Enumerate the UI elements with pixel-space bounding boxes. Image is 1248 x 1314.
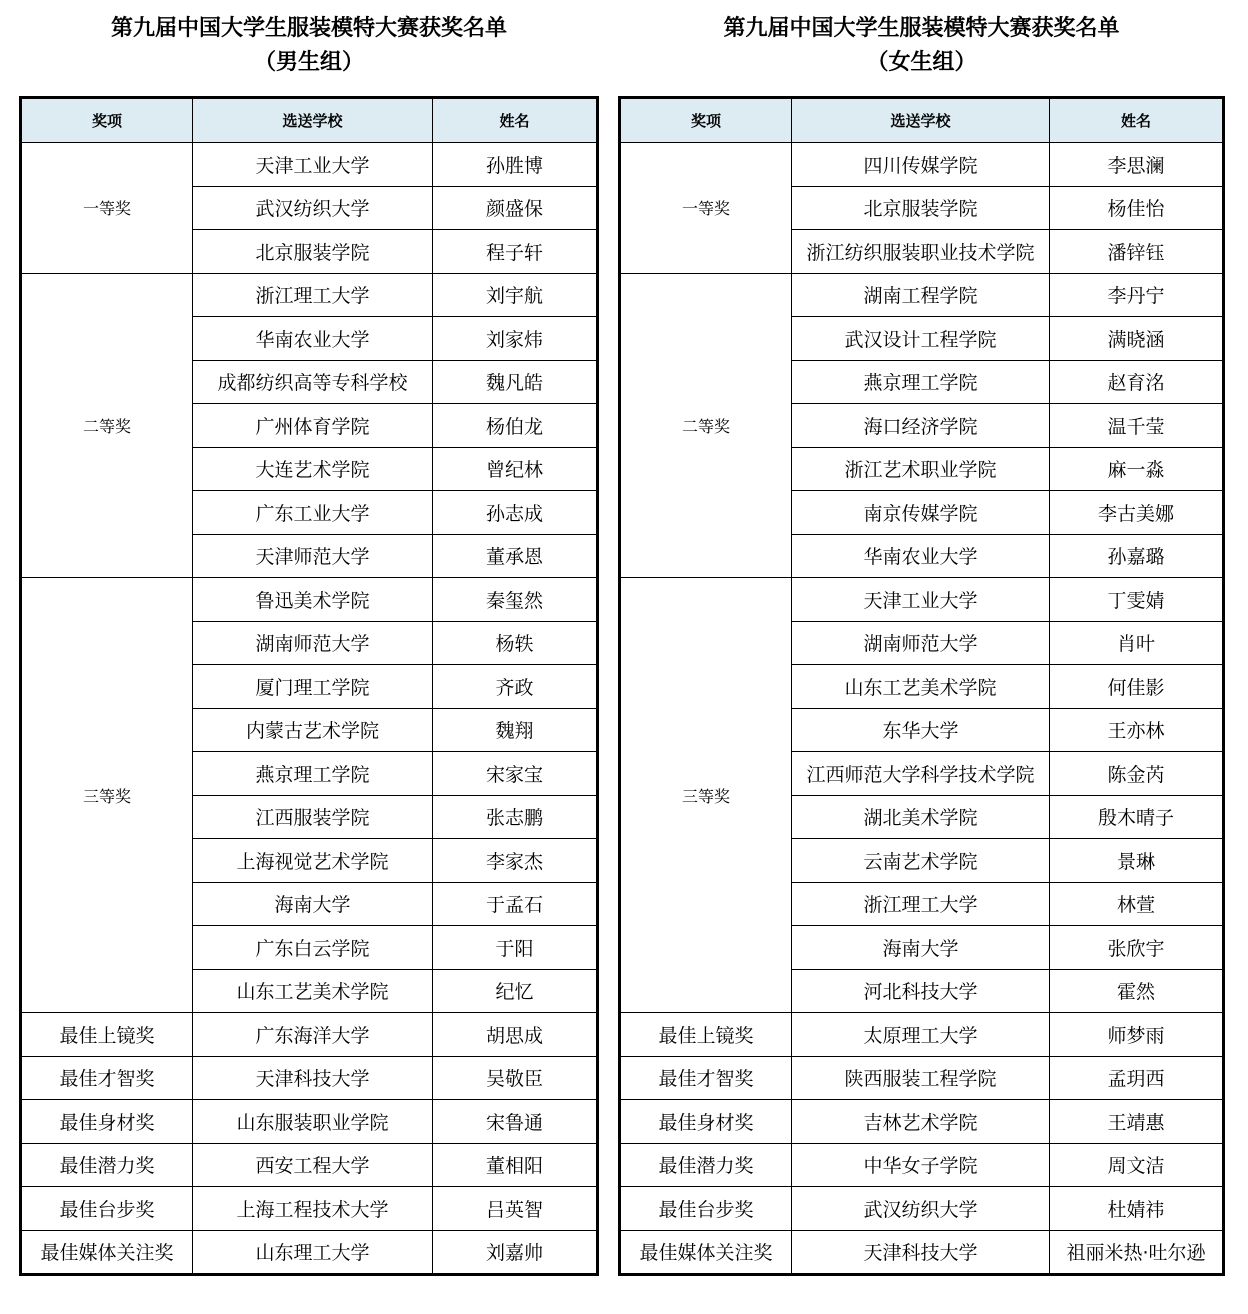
name-cell: 何佳影: [1050, 665, 1224, 709]
school-cell: 山东理工大学: [193, 1230, 433, 1275]
table-row: [620, 1056, 1224, 1100]
school-cell: 武汉纺织大学: [792, 1187, 1050, 1231]
name-cell: 孟玥西: [1050, 1056, 1224, 1100]
school-cell: 武汉设计工程学院: [792, 317, 1050, 361]
name-cell: 杨轶: [433, 621, 598, 665]
name-cell: 王亦林: [1050, 708, 1224, 752]
school-cell: 吉林艺术学院: [792, 1100, 1050, 1144]
award-cell: 最佳潜力奖: [21, 1143, 193, 1187]
school-cell: 天津科技大学: [792, 1230, 1050, 1275]
name-cell: 董相阳: [433, 1143, 598, 1187]
award-cell: 最佳才智奖: [620, 1056, 792, 1100]
school-cell: 燕京理工学院: [792, 360, 1050, 404]
school-cell: 成都纺织高等专科学校: [193, 360, 433, 404]
table-row: [21, 1187, 598, 1231]
table-row: [21, 578, 598, 622]
header-award: 奖项: [620, 98, 792, 143]
school-cell: 广东工业大学: [193, 491, 433, 535]
name-cell: 齐政: [433, 665, 598, 709]
award-cell: 一等奖: [21, 143, 193, 274]
header-name: 姓名: [433, 98, 598, 143]
name-cell: 周文洁: [1050, 1143, 1224, 1187]
name-cell: 麻一淼: [1050, 447, 1224, 491]
school-cell: 河北科技大学: [792, 969, 1050, 1013]
name-cell: 董承恩: [433, 534, 598, 578]
name-cell: 孙志成: [433, 491, 598, 535]
school-cell: 南京传媒学院: [792, 491, 1050, 535]
school-cell: 陕西服装工程学院: [792, 1056, 1050, 1100]
name-cell: 王靖惠: [1050, 1100, 1224, 1144]
award-cell: 二等奖: [21, 273, 193, 578]
school-cell: 浙江理工大学: [792, 882, 1050, 926]
school-cell: 四川传媒学院: [792, 143, 1050, 187]
name-cell: 林萱: [1050, 882, 1224, 926]
name-cell: 吕英智: [433, 1187, 598, 1231]
school-cell: 北京服装学院: [792, 186, 1050, 230]
award-cell: 三等奖: [620, 578, 792, 1013]
name-cell: 张志鹏: [433, 795, 598, 839]
school-cell: 广州体育学院: [193, 404, 433, 448]
award-cell: 最佳台步奖: [620, 1187, 792, 1231]
male-awards-table: [19, 96, 599, 1276]
name-cell: 孙胜博: [433, 143, 598, 187]
award-cell: 最佳身材奖: [620, 1100, 792, 1144]
name-cell: 满晓涵: [1050, 317, 1224, 361]
table-row: [21, 1013, 598, 1057]
name-cell: 颜盛保: [433, 186, 598, 230]
female-group-title: [618, 12, 1225, 82]
name-cell: 温千莹: [1050, 404, 1224, 448]
school-cell: 西安工程大学: [193, 1143, 433, 1187]
name-cell: 刘宇航: [433, 273, 598, 317]
male-group-panel: [19, 0, 599, 1265]
school-cell: 云南艺术学院: [792, 839, 1050, 883]
award-cell: 最佳媒体关注奖: [21, 1230, 193, 1275]
table-row: [21, 1143, 598, 1187]
award-cell: 一等奖: [620, 143, 792, 274]
name-cell: 祖丽米热·吐尔逊: [1050, 1230, 1224, 1275]
school-cell: 鲁迅美术学院: [193, 578, 433, 622]
school-cell: 上海工程技术大学: [193, 1187, 433, 1231]
name-cell: 霍然: [1050, 969, 1224, 1013]
table-row: [620, 1100, 1224, 1144]
name-cell: 景琳: [1050, 839, 1224, 883]
table-row: [21, 1056, 598, 1100]
name-cell: 殷木晴子: [1050, 795, 1224, 839]
female-awards-table: [618, 96, 1225, 1276]
school-cell: 武汉纺织大学: [193, 186, 433, 230]
school-cell: 天津科技大学: [193, 1056, 433, 1100]
title-line1: 第九届中国大学生服装模特大赛获奖名单: [723, 16, 1120, 41]
name-cell: 丁雯婧: [1050, 578, 1224, 622]
name-cell: 孙嘉璐: [1050, 534, 1224, 578]
name-cell: 杨佳怡: [1050, 186, 1224, 230]
name-cell: 于阳: [433, 926, 598, 970]
name-cell: 肖叶: [1050, 621, 1224, 665]
table-row: [620, 143, 1224, 187]
name-cell: 赵育洺: [1050, 360, 1224, 404]
award-cell: 最佳台步奖: [21, 1187, 193, 1231]
table-row: [620, 1230, 1224, 1275]
school-cell: 天津工业大学: [193, 143, 433, 187]
table-header-row: [620, 98, 1224, 143]
header-award: 奖项: [21, 98, 193, 143]
title-line2: （女生组）: [866, 50, 977, 75]
name-cell: 李家杰: [433, 839, 598, 883]
school-cell: 广东白云学院: [193, 926, 433, 970]
school-cell: 华南农业大学: [193, 317, 433, 361]
school-cell: 太原理工大学: [792, 1013, 1050, 1057]
award-cell: 三等奖: [21, 578, 193, 1013]
award-cell: 最佳身材奖: [21, 1100, 193, 1144]
name-cell: 杨伯龙: [433, 404, 598, 448]
table-row: [21, 1230, 598, 1275]
name-cell: 于孟石: [433, 882, 598, 926]
name-cell: 吴敬臣: [433, 1056, 598, 1100]
table-header-row: [21, 98, 598, 143]
school-cell: 东华大学: [792, 708, 1050, 752]
school-cell: 湖南师范大学: [193, 621, 433, 665]
school-cell: 大连艺术学院: [193, 447, 433, 491]
name-cell: 刘嘉帅: [433, 1230, 598, 1275]
name-cell: 魏凡皓: [433, 360, 598, 404]
name-cell: 纪忆: [433, 969, 598, 1013]
school-cell: 浙江艺术职业学院: [792, 447, 1050, 491]
school-cell: 浙江理工大学: [193, 273, 433, 317]
title-line2: （男生组）: [253, 50, 364, 75]
school-cell: 内蒙古艺术学院: [193, 708, 433, 752]
name-cell: 曾纪林: [433, 447, 598, 491]
name-cell: 李丹宁: [1050, 273, 1224, 317]
table-row: [620, 578, 1224, 622]
school-cell: 湖南工程学院: [792, 273, 1050, 317]
school-cell: 海口经济学院: [792, 404, 1050, 448]
name-cell: 程子轩: [433, 230, 598, 274]
school-cell: 江西服装学院: [193, 795, 433, 839]
name-cell: 魏翔: [433, 708, 598, 752]
award-cell: 最佳上镜奖: [620, 1013, 792, 1057]
name-cell: 李古美娜: [1050, 491, 1224, 535]
name-cell: 宋家宝: [433, 752, 598, 796]
name-cell: 杜婧祎: [1050, 1187, 1224, 1231]
school-cell: 山东服装职业学院: [193, 1100, 433, 1144]
header-school: 选送学校: [193, 98, 433, 143]
name-cell: 潘锌钰: [1050, 230, 1224, 274]
name-cell: 张欣宇: [1050, 926, 1224, 970]
school-cell: 江西师范大学科学技术学院: [792, 752, 1050, 796]
school-cell: 湖南师范大学: [792, 621, 1050, 665]
award-cell: 最佳潜力奖: [620, 1143, 792, 1187]
female-group-panel: [618, 0, 1225, 1265]
school-cell: 天津师范大学: [193, 534, 433, 578]
school-cell: 山东工艺美术学院: [193, 969, 433, 1013]
school-cell: 广东海洋大学: [193, 1013, 433, 1057]
table-row: [21, 1100, 598, 1144]
table-row: [21, 273, 598, 317]
table-row: [620, 1143, 1224, 1187]
name-cell: 秦玺然: [433, 578, 598, 622]
school-cell: 上海视觉艺术学院: [193, 839, 433, 883]
name-cell: 宋鲁通: [433, 1100, 598, 1144]
school-cell: 中华女子学院: [792, 1143, 1050, 1187]
name-cell: 师梦雨: [1050, 1013, 1224, 1057]
male-group-title: [19, 12, 599, 82]
header-name: 姓名: [1050, 98, 1224, 143]
school-cell: 山东工艺美术学院: [792, 665, 1050, 709]
school-cell: 海南大学: [193, 882, 433, 926]
school-cell: 海南大学: [792, 926, 1050, 970]
name-cell: 胡思成: [433, 1013, 598, 1057]
award-cell: 最佳媒体关注奖: [620, 1230, 792, 1275]
school-cell: 天津工业大学: [792, 578, 1050, 622]
table-row: [620, 1187, 1224, 1231]
award-cell: 二等奖: [620, 273, 792, 578]
table-row: [620, 1013, 1224, 1057]
school-cell: 厦门理工学院: [193, 665, 433, 709]
school-cell: 北京服装学院: [193, 230, 433, 274]
school-cell: 华南农业大学: [792, 534, 1050, 578]
name-cell: 陈金芮: [1050, 752, 1224, 796]
school-cell: 湖北美术学院: [792, 795, 1050, 839]
school-cell: 燕京理工学院: [193, 752, 433, 796]
name-cell: 李思澜: [1050, 143, 1224, 187]
title-line1: 第九届中国大学生服装模特大赛获奖名单: [110, 16, 507, 41]
header-school: 选送学校: [792, 98, 1050, 143]
table-row: [21, 143, 598, 187]
table-row: [620, 273, 1224, 317]
school-cell: 浙江纺织服装职业技术学院: [792, 230, 1050, 274]
name-cell: 刘家炜: [433, 317, 598, 361]
award-cell: 最佳上镜奖: [21, 1013, 193, 1057]
award-cell: 最佳才智奖: [21, 1056, 193, 1100]
